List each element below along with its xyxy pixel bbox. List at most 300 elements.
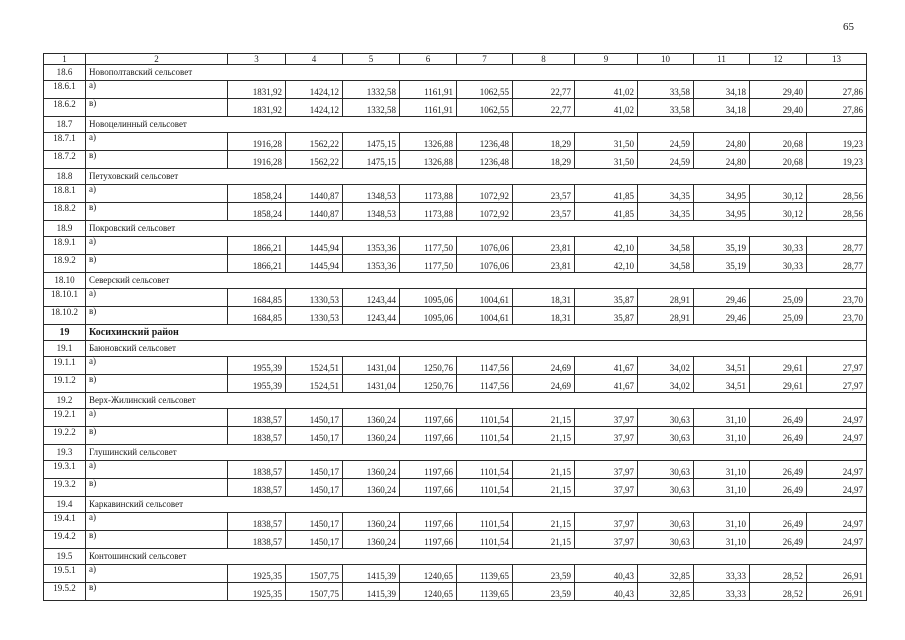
value-cell: 31,10 <box>694 531 750 549</box>
value-cell: 1475,15 <box>343 133 400 151</box>
value-cell: 37,97 <box>575 427 638 445</box>
value-cell: 29,40 <box>750 81 807 99</box>
value-cell: 1177,50 <box>400 237 457 255</box>
value-cell: 1925,35 <box>228 583 286 601</box>
row-label: в) <box>86 203 228 221</box>
row-label: в) <box>86 531 228 549</box>
table-row <box>44 203 867 221</box>
section-row <box>44 341 867 357</box>
value-cell: 35,19 <box>694 255 750 273</box>
row-code: 18.10.1 <box>44 289 86 307</box>
value-cell: 33,33 <box>694 565 750 583</box>
value-cell: 1360,24 <box>343 409 400 427</box>
value-cell: 29,61 <box>750 375 807 393</box>
row-code: 19.2.2 <box>44 427 86 445</box>
value-cell: 1866,21 <box>228 237 286 255</box>
value-cell: 37,97 <box>575 479 638 497</box>
value-cell: 24,97 <box>807 479 867 497</box>
header-row <box>44 54 867 65</box>
value-cell: 1450,17 <box>286 531 343 549</box>
value-cell: 1684,85 <box>228 307 286 325</box>
value-cell: 25,09 <box>750 289 807 307</box>
value-cell: 29,61 <box>750 357 807 375</box>
table-row <box>44 513 867 531</box>
value-cell: 1243,44 <box>343 307 400 325</box>
value-cell: 28,77 <box>807 255 867 273</box>
row-code: 18.7.1 <box>44 133 86 151</box>
value-cell: 29,46 <box>694 289 750 307</box>
value-cell: 34,35 <box>638 203 694 221</box>
value-cell: 1330,53 <box>286 289 343 307</box>
value-cell: 23,57 <box>513 185 575 203</box>
row-code: 19.4.2 <box>44 531 86 549</box>
header-cell: 13 <box>807 54 867 65</box>
value-cell: 20,68 <box>750 133 807 151</box>
value-cell: 28,52 <box>750 583 807 601</box>
row-code: 18.7.2 <box>44 151 86 169</box>
section-name: Баюновский сельсовет <box>86 341 867 357</box>
value-cell: 31,10 <box>694 513 750 531</box>
table-row <box>44 461 867 479</box>
value-cell: 1101,54 <box>457 427 513 445</box>
row-code: 18.8.2 <box>44 203 86 221</box>
section-name: Новополтавский сельсовет <box>86 65 867 81</box>
value-cell: 1831,92 <box>228 99 286 117</box>
value-cell: 21,15 <box>513 513 575 531</box>
value-cell: 1197,66 <box>400 531 457 549</box>
page-number: 65 <box>843 21 854 33</box>
value-cell: 23,57 <box>513 203 575 221</box>
value-cell: 1139,65 <box>457 565 513 583</box>
row-label: а) <box>86 461 228 479</box>
value-cell: 41,02 <box>575 81 638 99</box>
value-cell: 31,10 <box>694 479 750 497</box>
section-row <box>44 65 867 81</box>
value-cell: 1101,54 <box>457 479 513 497</box>
value-cell: 1440,87 <box>286 203 343 221</box>
row-code: 18.7 <box>44 117 86 133</box>
value-cell: 26,49 <box>750 409 807 427</box>
value-cell: 41,85 <box>575 185 638 203</box>
row-code: 19.5.2 <box>44 583 86 601</box>
value-cell: 24,59 <box>638 151 694 169</box>
value-cell: 33,58 <box>638 81 694 99</box>
value-cell: 24,80 <box>694 133 750 151</box>
value-cell: 1004,61 <box>457 307 513 325</box>
section-row <box>44 445 867 461</box>
row-label: в) <box>86 427 228 445</box>
value-cell: 1450,17 <box>286 461 343 479</box>
value-cell: 1101,54 <box>457 409 513 427</box>
value-cell: 27,86 <box>807 99 867 117</box>
value-cell: 41,67 <box>575 357 638 375</box>
value-cell: 28,91 <box>638 289 694 307</box>
row-label: а) <box>86 409 228 427</box>
value-cell: 35,19 <box>694 237 750 255</box>
value-cell: 21,15 <box>513 531 575 549</box>
value-cell: 1684,85 <box>228 289 286 307</box>
value-cell: 1095,06 <box>400 307 457 325</box>
value-cell: 1197,66 <box>400 427 457 445</box>
value-cell: 30,63 <box>638 479 694 497</box>
value-cell: 30,63 <box>638 427 694 445</box>
row-code: 18.9.1 <box>44 237 86 255</box>
row-label: в) <box>86 479 228 497</box>
header-cell: 5 <box>343 54 400 65</box>
row-label: в) <box>86 99 228 117</box>
table-body <box>44 65 867 601</box>
value-cell: 22,77 <box>513 99 575 117</box>
value-cell: 1197,66 <box>400 513 457 531</box>
section-row <box>44 549 867 565</box>
value-cell: 18,31 <box>513 307 575 325</box>
header-cell: 12 <box>750 54 807 65</box>
row-code: 19.5.1 <box>44 565 86 583</box>
row-code: 19.1 <box>44 341 86 357</box>
value-cell: 18,29 <box>513 133 575 151</box>
value-cell: 23,81 <box>513 237 575 255</box>
value-cell: 31,50 <box>575 151 638 169</box>
value-cell: 1955,39 <box>228 375 286 393</box>
section-row <box>44 117 867 133</box>
value-cell: 30,33 <box>750 237 807 255</box>
value-cell: 24,97 <box>807 409 867 427</box>
value-cell: 1360,24 <box>343 513 400 531</box>
value-cell: 1866,21 <box>228 255 286 273</box>
value-cell: 1173,88 <box>400 203 457 221</box>
value-cell: 27,97 <box>807 375 867 393</box>
table-row <box>44 237 867 255</box>
value-cell: 1004,61 <box>457 289 513 307</box>
value-cell: 34,95 <box>694 203 750 221</box>
value-cell: 20,68 <box>750 151 807 169</box>
value-cell: 23,70 <box>807 289 867 307</box>
value-cell: 1445,94 <box>286 237 343 255</box>
value-cell: 34,58 <box>638 255 694 273</box>
value-cell: 1450,17 <box>286 479 343 497</box>
value-cell: 1450,17 <box>286 427 343 445</box>
value-cell: 1838,57 <box>228 479 286 497</box>
value-cell: 1431,04 <box>343 375 400 393</box>
value-cell: 19,23 <box>807 151 867 169</box>
value-cell: 37,97 <box>575 531 638 549</box>
table-row <box>44 307 867 325</box>
value-cell: 29,40 <box>750 99 807 117</box>
value-cell: 41,02 <box>575 99 638 117</box>
header-cell: 11 <box>694 54 750 65</box>
row-label: а) <box>86 237 228 255</box>
value-cell: 1236,48 <box>457 151 513 169</box>
value-cell: 1831,92 <box>228 81 286 99</box>
row-code: 18.10 <box>44 273 86 289</box>
value-cell: 1360,24 <box>343 461 400 479</box>
value-cell: 1858,24 <box>228 203 286 221</box>
value-cell: 1360,24 <box>343 427 400 445</box>
row-label: а) <box>86 289 228 307</box>
value-cell: 1326,88 <box>400 151 457 169</box>
value-cell: 30,12 <box>750 185 807 203</box>
value-cell: 26,49 <box>750 513 807 531</box>
value-cell: 30,33 <box>750 255 807 273</box>
header-cell: 2 <box>86 54 228 65</box>
section-row <box>44 273 867 289</box>
section-name: Покровский сельсовет <box>86 221 867 237</box>
table-row <box>44 133 867 151</box>
value-cell: 1332,58 <box>343 99 400 117</box>
value-cell: 26,49 <box>750 427 807 445</box>
value-cell: 21,15 <box>513 409 575 427</box>
value-cell: 21,15 <box>513 461 575 479</box>
value-cell: 41,85 <box>575 203 638 221</box>
row-label: в) <box>86 307 228 325</box>
value-cell: 31,50 <box>575 133 638 151</box>
row-code: 18.10.2 <box>44 307 86 325</box>
value-cell: 1524,51 <box>286 357 343 375</box>
value-cell: 1524,51 <box>286 375 343 393</box>
row-code: 19.3 <box>44 445 86 461</box>
value-cell: 1450,17 <box>286 409 343 427</box>
value-cell: 1562,22 <box>286 133 343 151</box>
value-cell: 1236,48 <box>457 133 513 151</box>
section-row <box>44 221 867 237</box>
value-cell: 23,81 <box>513 255 575 273</box>
value-cell: 27,86 <box>807 81 867 99</box>
value-cell: 32,85 <box>638 583 694 601</box>
value-cell: 28,56 <box>807 203 867 221</box>
value-cell: 28,52 <box>750 565 807 583</box>
value-cell: 1101,54 <box>457 531 513 549</box>
section-name: Каркавинский сельсовет <box>86 497 867 513</box>
value-cell: 24,59 <box>638 133 694 151</box>
table-row <box>44 479 867 497</box>
value-cell: 1076,06 <box>457 255 513 273</box>
row-label: в) <box>86 151 228 169</box>
section-row <box>44 169 867 185</box>
row-code: 19.2 <box>44 393 86 409</box>
section-name: Новоцелинный сельсовет <box>86 117 867 133</box>
value-cell: 1101,54 <box>457 513 513 531</box>
section-row <box>44 393 867 409</box>
value-cell: 34,95 <box>694 185 750 203</box>
table-row <box>44 583 867 601</box>
value-cell: 1332,58 <box>343 81 400 99</box>
row-code: 19.3.1 <box>44 461 86 479</box>
row-code: 18.8 <box>44 169 86 185</box>
header-cell: 10 <box>638 54 694 65</box>
header-cell: 4 <box>286 54 343 65</box>
row-label: а) <box>86 357 228 375</box>
section-name: Северский сельсовет <box>86 273 867 289</box>
header-cell: 9 <box>575 54 638 65</box>
value-cell: 1197,66 <box>400 461 457 479</box>
value-cell: 26,49 <box>750 479 807 497</box>
value-cell: 1838,57 <box>228 513 286 531</box>
row-code: 18.9.2 <box>44 255 86 273</box>
value-cell: 26,49 <box>750 461 807 479</box>
header-cell: 3 <box>228 54 286 65</box>
value-cell: 34,51 <box>694 357 750 375</box>
table-row <box>44 289 867 307</box>
value-cell: 1147,56 <box>457 357 513 375</box>
value-cell: 1062,55 <box>457 81 513 99</box>
table-row <box>44 531 867 549</box>
value-cell: 31,10 <box>694 461 750 479</box>
row-code: 19.1.1 <box>44 357 86 375</box>
value-cell: 31,10 <box>694 409 750 427</box>
table-row <box>44 255 867 273</box>
header-cell: 1 <box>44 54 86 65</box>
value-cell: 1353,36 <box>343 237 400 255</box>
value-cell: 24,69 <box>513 357 575 375</box>
value-cell: 25,09 <box>750 307 807 325</box>
value-cell: 30,12 <box>750 203 807 221</box>
value-cell: 34,02 <box>638 375 694 393</box>
value-cell: 1240,65 <box>400 583 457 601</box>
value-cell: 1139,65 <box>457 583 513 601</box>
value-cell: 18,29 <box>513 151 575 169</box>
value-cell: 1415,39 <box>343 565 400 583</box>
row-code: 19 <box>44 325 86 341</box>
value-cell: 1062,55 <box>457 99 513 117</box>
value-cell: 1507,75 <box>286 565 343 583</box>
value-cell: 1431,04 <box>343 357 400 375</box>
value-cell: 1147,56 <box>457 375 513 393</box>
row-code: 19.3.2 <box>44 479 86 497</box>
value-cell: 1955,39 <box>228 357 286 375</box>
value-cell: 42,10 <box>575 237 638 255</box>
value-cell: 30,63 <box>638 531 694 549</box>
table-row <box>44 409 867 427</box>
row-label: в) <box>86 583 228 601</box>
value-cell: 24,97 <box>807 513 867 531</box>
table-row <box>44 427 867 445</box>
value-cell: 34,35 <box>638 185 694 203</box>
value-cell: 37,97 <box>575 513 638 531</box>
row-label: а) <box>86 185 228 203</box>
row-code: 18.6.2 <box>44 99 86 117</box>
value-cell: 23,59 <box>513 565 575 583</box>
value-cell: 1415,39 <box>343 583 400 601</box>
value-cell: 42,10 <box>575 255 638 273</box>
value-cell: 35,87 <box>575 307 638 325</box>
value-cell: 40,43 <box>575 583 638 601</box>
value-cell: 34,18 <box>694 81 750 99</box>
value-cell: 18,31 <box>513 289 575 307</box>
value-cell: 19,23 <box>807 133 867 151</box>
value-cell: 24,97 <box>807 461 867 479</box>
value-cell: 1177,50 <box>400 255 457 273</box>
value-cell: 28,56 <box>807 185 867 203</box>
value-cell: 34,02 <box>638 357 694 375</box>
table-row <box>44 185 867 203</box>
row-code: 19.4 <box>44 497 86 513</box>
value-cell: 1424,12 <box>286 99 343 117</box>
section-name: Петуховский сельсовет <box>86 169 867 185</box>
value-cell: 1243,44 <box>343 289 400 307</box>
value-cell: 1925,35 <box>228 565 286 583</box>
value-cell: 1240,65 <box>400 565 457 583</box>
row-code: 19.5 <box>44 549 86 565</box>
value-cell: 34,58 <box>638 237 694 255</box>
value-cell: 32,85 <box>638 565 694 583</box>
tariff-table <box>43 53 867 601</box>
value-cell: 30,63 <box>638 409 694 427</box>
value-cell: 1360,24 <box>343 531 400 549</box>
value-cell: 1330,53 <box>286 307 343 325</box>
value-cell: 1858,24 <box>228 185 286 203</box>
value-cell: 1197,66 <box>400 409 457 427</box>
row-code: 18.9 <box>44 221 86 237</box>
value-cell: 41,67 <box>575 375 638 393</box>
value-cell: 37,97 <box>575 409 638 427</box>
value-cell: 24,69 <box>513 375 575 393</box>
value-cell: 26,49 <box>750 531 807 549</box>
row-label: в) <box>86 375 228 393</box>
value-cell: 1161,91 <box>400 81 457 99</box>
value-cell: 1838,57 <box>228 409 286 427</box>
row-label: а) <box>86 133 228 151</box>
value-cell: 22,77 <box>513 81 575 99</box>
row-code: 18.8.1 <box>44 185 86 203</box>
value-cell: 1072,92 <box>457 185 513 203</box>
value-cell: 23,70 <box>807 307 867 325</box>
value-cell: 35,87 <box>575 289 638 307</box>
value-cell: 1353,36 <box>343 255 400 273</box>
row-code: 19.4.1 <box>44 513 86 531</box>
value-cell: 1076,06 <box>457 237 513 255</box>
value-cell: 40,43 <box>575 565 638 583</box>
value-cell: 1326,88 <box>400 133 457 151</box>
section-name: Глушинский сельсовет <box>86 445 867 461</box>
value-cell: 33,33 <box>694 583 750 601</box>
value-cell: 1072,92 <box>457 203 513 221</box>
value-cell: 1440,87 <box>286 185 343 203</box>
value-cell: 1475,15 <box>343 151 400 169</box>
value-cell: 1250,76 <box>400 357 457 375</box>
value-cell: 1507,75 <box>286 583 343 601</box>
value-cell: 23,59 <box>513 583 575 601</box>
value-cell: 1838,57 <box>228 427 286 445</box>
value-cell: 34,51 <box>694 375 750 393</box>
table-row <box>44 151 867 169</box>
value-cell: 37,97 <box>575 461 638 479</box>
header-cell: 6 <box>400 54 457 65</box>
value-cell: 1562,22 <box>286 151 343 169</box>
value-cell: 31,10 <box>694 427 750 445</box>
value-cell: 1838,57 <box>228 531 286 549</box>
value-cell: 24,80 <box>694 151 750 169</box>
value-cell: 1101,54 <box>457 461 513 479</box>
value-cell: 1348,53 <box>343 185 400 203</box>
value-cell: 1197,66 <box>400 479 457 497</box>
value-cell: 1161,91 <box>400 99 457 117</box>
value-cell: 1173,88 <box>400 185 457 203</box>
value-cell: 1360,24 <box>343 479 400 497</box>
table-row <box>44 81 867 99</box>
header-cell: 7 <box>457 54 513 65</box>
header-cell: 8 <box>513 54 575 65</box>
table-row <box>44 565 867 583</box>
row-code: 19.2.1 <box>44 409 86 427</box>
value-cell: 1445,94 <box>286 255 343 273</box>
row-code: 18.6 <box>44 65 86 81</box>
row-code: 18.6.1 <box>44 81 86 99</box>
district-row <box>44 325 867 341</box>
value-cell: 24,97 <box>807 427 867 445</box>
value-cell: 1450,17 <box>286 513 343 531</box>
value-cell: 1348,53 <box>343 203 400 221</box>
value-cell: 34,18 <box>694 99 750 117</box>
